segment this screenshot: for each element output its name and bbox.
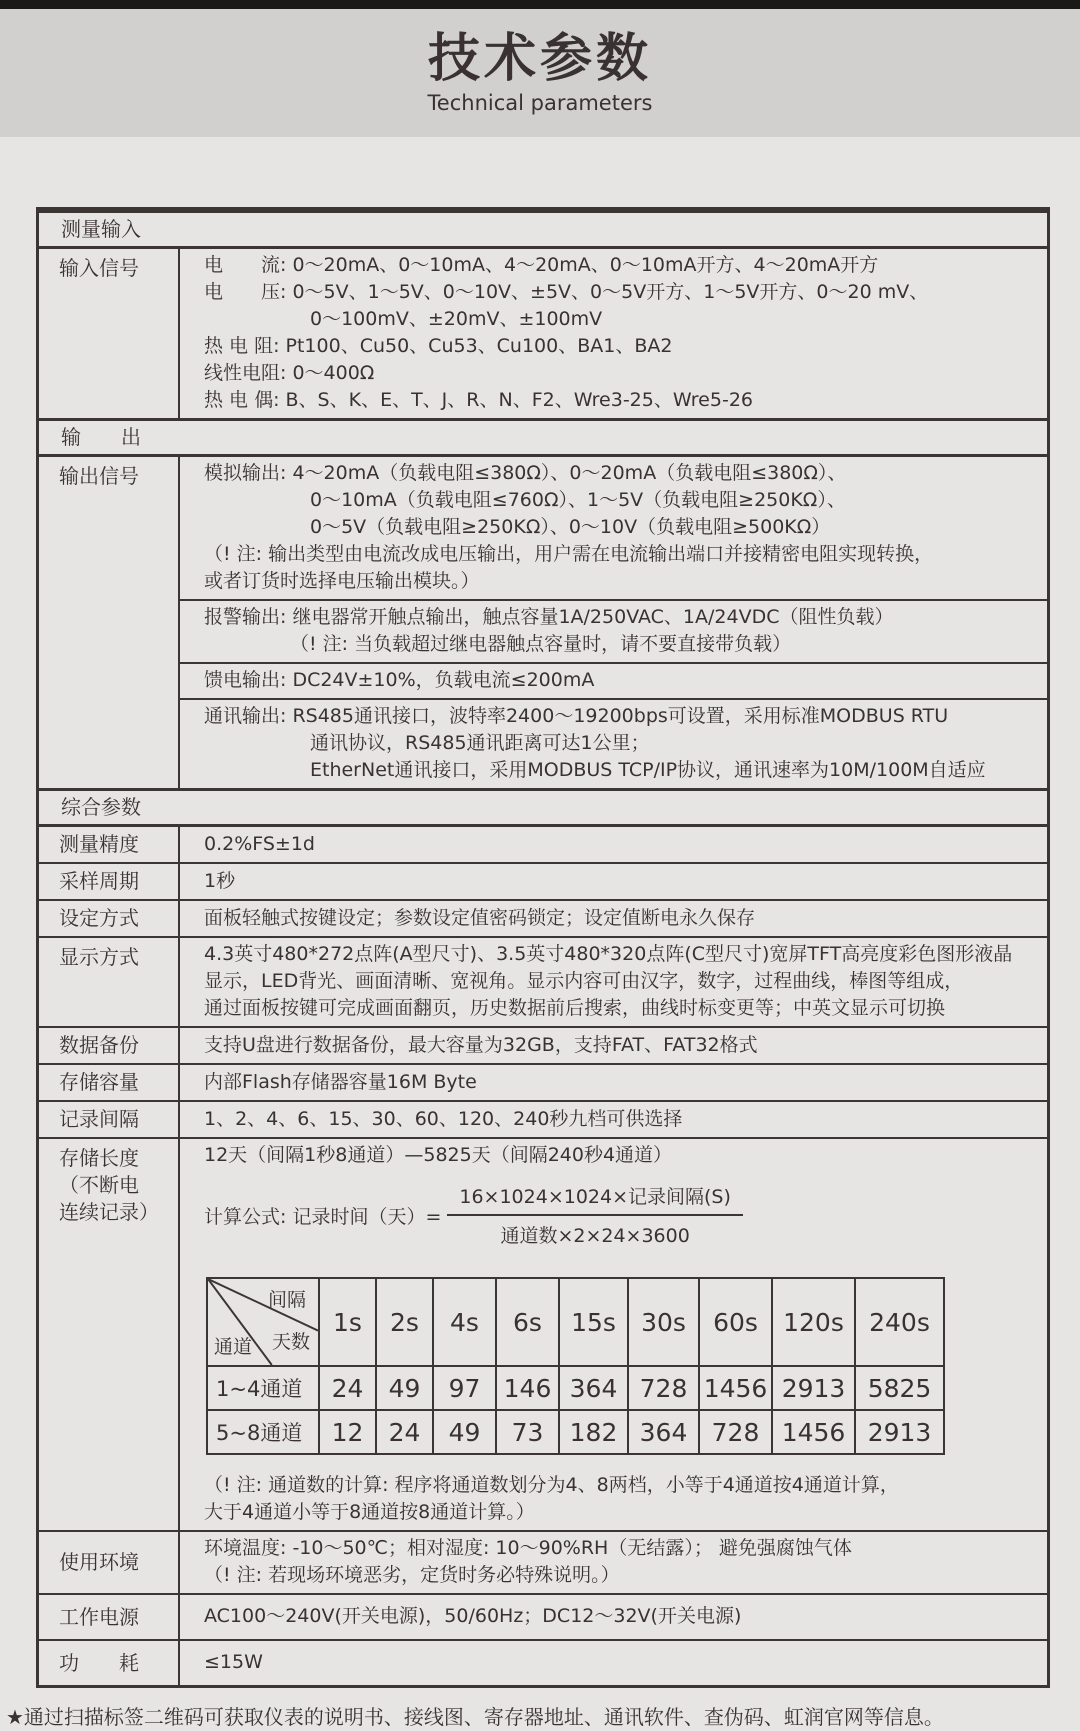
row-label: [39, 1532, 180, 1593]
spec-row-setting-method: [39, 899, 1047, 936]
content-block: [180, 698, 1047, 788]
row-label: [39, 938, 180, 1026]
content-line: ≤15W: [204, 1651, 263, 1673]
grid-value-cell: 2913: [772, 1366, 855, 1410]
content-block: [180, 1029, 1047, 1063]
row-label-line: 记录间隔: [59, 1107, 139, 1131]
content-line: 或者订货时选择电压输出模块。）: [204, 570, 480, 592]
section-label: 测量输入: [61, 217, 141, 241]
content-line: 面板轻触式按键设定；参数设定值密码锁定；设定值断电永久保存: [204, 906, 756, 929]
content-line: 通讯输出: RS485通讯接口，波特率2400～19200bps可设置，采用标准MODBUS RTU: [204, 705, 949, 727]
content-line: 热 电 偶: B、S、K、E、T、J、R、N、F2、Wre3-25、Wre5-26: [204, 389, 753, 411]
content-line: 报警输出: 继电器常开触点输出，触点容量1A/250VAC、1A/24VDC（阻性负载）: [204, 606, 894, 628]
row-content: [180, 1028, 1047, 1063]
page-subtitle: Technical parameters: [427, 91, 653, 115]
row-label: [39, 457, 180, 788]
grid-value-cell: 1456: [699, 1366, 772, 1410]
row-label-line: 测量精度: [59, 832, 139, 856]
corner-label-channel: 通道: [214, 1336, 253, 1358]
grid-data-row: [207, 1410, 944, 1454]
storage-grid-header-row: [207, 1278, 944, 1366]
spec-row-input-signal: [39, 246, 1047, 418]
row-label: [39, 1065, 180, 1100]
section-label: 综合参数: [61, 795, 141, 819]
content-block: [180, 1139, 1047, 1173]
content-line: 环境温度: -10～50℃；相对湿度: 10～90%RH（无结露）； 避免强腐蚀气体: [204, 1537, 852, 1559]
grid-value-cell: 2913: [855, 1410, 944, 1454]
formula-fraction: [447, 1182, 743, 1248]
row-label-line: 输入信号: [59, 256, 139, 280]
row-content: [180, 1595, 1047, 1639]
row-content: [180, 827, 1047, 862]
corner-label-days: 天数: [271, 1331, 310, 1353]
content-line: AC100～240V(开关电源)，50/60Hz；DC12～32V(开关电源): [204, 1605, 742, 1627]
grid-column-header: 1s: [319, 1278, 376, 1366]
content-block: [180, 599, 1047, 662]
grid-column-header: 4s: [433, 1278, 496, 1366]
content-line: （! 注: 当负载超过继电器触点容量时，请不要直接带负载）: [290, 633, 792, 655]
row-label-line: 连续记录）: [59, 1200, 159, 1224]
content-line: 内部Flash存储器容量16M Byte: [204, 1070, 477, 1093]
top-strip: [0, 0, 1080, 9]
row-label: [39, 1595, 180, 1639]
row-content: [180, 901, 1047, 936]
content-line: （! 注: 输出类型由电流改成电压输出，用户需在电流输出端口并接精密电阻实现转换，: [204, 543, 934, 565]
row-content: [180, 457, 1047, 788]
spec-row-general-params: [39, 788, 1047, 824]
row-content: [180, 1102, 1047, 1137]
row-label-line: 使用环境: [59, 1550, 139, 1574]
content-line: 通过面板按键可完成画面翻页，历史数据前后搜索，曲线时标变更等；中英文显示可切换: [204, 997, 946, 1019]
spec-row-output-signal: [39, 454, 1047, 788]
row-label: [39, 827, 180, 862]
spec-row-power-supply: [39, 1593, 1047, 1639]
footer-note: ★通过扫描标签二维码可获取仪表的说明书、接线图、寄存器地址、通讯软件、查伪码、虹润官网等信息。: [6, 1705, 944, 1729]
row-label-line: 采样周期: [59, 869, 139, 893]
content-line: 0.2%FS±1d: [204, 832, 315, 855]
row-label: [39, 1028, 180, 1063]
spec-row-power-consumption: [39, 1639, 1047, 1685]
spec-table: [36, 207, 1050, 1688]
grid-value-cell: 12: [319, 1410, 376, 1454]
content-block: [180, 902, 1047, 936]
row-label-line: 输出信号: [59, 464, 139, 488]
content-block: [180, 1646, 1047, 1680]
spec-row-measure-input: [39, 210, 1047, 246]
section-label: 输 出: [61, 425, 141, 449]
spec-row-sampling-period: [39, 862, 1047, 899]
content-line: 12天（间隔1秒8通道）—5825天（间隔240秒4通道）: [204, 1144, 673, 1166]
row-label: [39, 1641, 180, 1685]
grid-value-cell: 5825: [855, 1366, 944, 1410]
grid-value-cell: 364: [559, 1366, 628, 1410]
content-line: 0～10mA（负载电阻≤760Ω）、1～5V（负载电阻≥250KΩ）、: [310, 489, 846, 511]
spec-row-display-mode: [39, 936, 1047, 1026]
content-block: [180, 828, 1047, 862]
corner-label-interval: 间隔: [267, 1289, 306, 1311]
grid-value-cell: 97: [433, 1366, 496, 1410]
content-line: 0～100mV、±20mV、±100mV: [310, 308, 603, 330]
grid-column-header: 2s: [376, 1278, 433, 1366]
content-line: 1、2、4、6、15、30、60、120、240秒九档可供选择: [204, 1107, 683, 1130]
row-content: [180, 1065, 1047, 1100]
content-block: [180, 662, 1047, 698]
content-line: EtherNet通讯接口，采用MODBUS TCP/IP协议，通讯速率为10M/100M自适应: [310, 759, 986, 781]
spec-row-storage-length: [39, 1137, 1047, 1530]
content-block: [180, 457, 1047, 599]
formula-denominator: 通道数×2×24×3600: [447, 1214, 743, 1248]
grid-value-cell: 182: [559, 1410, 628, 1454]
content-line: 0～5V（负载电阻≥250KΩ）、0～10V（负载电阻≥500KΩ）: [310, 516, 831, 538]
grid-value-cell: 24: [319, 1366, 376, 1410]
content-block: [180, 249, 1047, 418]
page-header: [0, 9, 1080, 137]
spec-row-output: [39, 418, 1047, 454]
row-label-line: （不断电: [59, 1173, 139, 1197]
grid-column-header: 6s: [496, 1278, 559, 1366]
row-label-line: 存储容量: [59, 1070, 139, 1094]
content-block: [180, 1066, 1047, 1100]
grid-data-row: [207, 1366, 944, 1410]
row-label-line: 数据备份: [59, 1033, 139, 1057]
row-content: [180, 1139, 1047, 1530]
spec-row-record-interval: [39, 1100, 1047, 1137]
content-line: 电 流: 0～20mA、0～10mA、4～20mA、0～10mA开方、4～20mA开方: [204, 254, 879, 276]
content-line: 通讯协议，RS485通讯距离可达1公里；: [310, 732, 650, 754]
row-label: [39, 864, 180, 899]
grid-column-header: 30s: [628, 1278, 699, 1366]
content-line: 4.3英寸480*272点阵(A型尺寸)、3.5英寸480*320点阵(C型尺寸)宽屏TFT高亮度彩色图形液晶: [204, 943, 1013, 965]
row-label: [39, 249, 180, 418]
grid-column-header: 15s: [559, 1278, 628, 1366]
content-line: 馈电输出: DC24V±10%，负载电流≤200mA: [204, 669, 595, 691]
content-line: （! 注: 通道数的计算: 程序将通道数划分为4、8两档，小等于4通道按4通道计算，: [204, 1474, 899, 1496]
storage-grid: [206, 1277, 945, 1455]
grid-value-cell: 49: [433, 1410, 496, 1454]
content-line: 支持U盘进行数据备份，最大容量为32GB，支持FAT、FAT32格式: [204, 1033, 758, 1056]
content-block: [180, 865, 1047, 899]
content-block: [180, 1103, 1047, 1137]
page-title: 技术参数: [427, 29, 652, 89]
grid-value-cell: 728: [699, 1410, 772, 1454]
grid-corner-cell: [207, 1278, 319, 1366]
grid-value-cell: 73: [496, 1410, 559, 1454]
formula-prefix: 计算公式: 记录时间（天）=: [204, 1205, 442, 1228]
row-label-line: 设定方式: [59, 906, 139, 930]
content-line: （! 注: 若现场环境恶劣，定货时务必特殊说明。）: [204, 1564, 620, 1586]
row-content: [180, 864, 1047, 899]
grid-value-cell: 1456: [772, 1410, 855, 1454]
grid-value-cell: 146: [496, 1366, 559, 1410]
content-line: 热 电 阻: Pt100、Cu50、Cu53、Cu100、BA1、BA2: [204, 335, 673, 357]
content-block: [180, 1600, 1047, 1634]
formula-numerator: 16×1024×1024×记录间隔(S): [459, 1186, 731, 1208]
grid-value-cell: 728: [628, 1366, 699, 1410]
row-label-line: 显示方式: [59, 945, 139, 969]
grid-column-header: 120s: [772, 1278, 855, 1366]
content-block: [180, 1260, 1047, 1469]
spec-row-data-backup: [39, 1026, 1047, 1063]
row-label: [39, 901, 180, 936]
content-line: 电 压: 0～5V、1～5V、0～10V、±5V、0～5V开方、1～5V开方、0～20 mV、: [204, 281, 929, 303]
grid-column-header: 240s: [855, 1278, 944, 1366]
content-block: [180, 1532, 1047, 1593]
row-content: [180, 1532, 1047, 1593]
content-block: [180, 938, 1047, 1026]
content-line: 模拟输出: 4～20mA（负载电阻≤380Ω）、0～20mA（负载电阻≤380Ω）、: [204, 462, 847, 484]
row-label-line: 存储长度: [59, 1146, 139, 1170]
spec-row-storage-capacity: [39, 1063, 1047, 1100]
content-line: 线性电阻: 0～400Ω: [204, 362, 375, 384]
grid-row-label: 5~8通道: [207, 1410, 319, 1454]
storage-formula: [204, 1182, 1039, 1248]
grid-column-header: 60s: [699, 1278, 772, 1366]
grid-value-cell: 364: [628, 1410, 699, 1454]
grid-value-cell: 24: [376, 1410, 433, 1454]
spec-row-accuracy: [39, 824, 1047, 862]
content-line: 大于4通道小等于8通道按8通道计算。）: [204, 1501, 535, 1523]
spec-row-environment: [39, 1530, 1047, 1593]
row-label-line: 功 耗: [59, 1650, 139, 1675]
grid-row-label: 1~4通道: [207, 1366, 319, 1410]
row-content: [180, 1641, 1047, 1685]
row-label: [39, 1102, 180, 1137]
content-line: 1秒: [204, 869, 236, 892]
row-label-line: 工作电源: [59, 1604, 139, 1629]
grid-value-cell: 49: [376, 1366, 433, 1410]
content-line: 显示，LED背光、画面清晰、宽视角。显示内容可由汉字，数字，过程曲线，棒图等组成，: [204, 970, 964, 992]
row-content: [180, 249, 1047, 418]
row-content: [180, 938, 1047, 1026]
content-block: [180, 1469, 1047, 1530]
row-label: [39, 1139, 180, 1530]
content-block: [180, 1173, 1047, 1260]
